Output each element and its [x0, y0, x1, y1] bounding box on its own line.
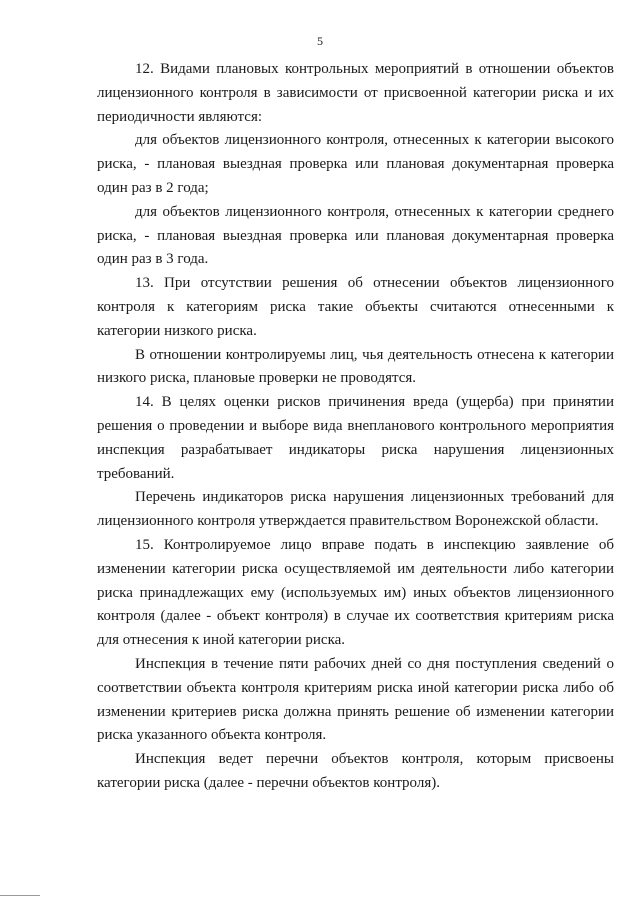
paragraph-low-risk: В отношении контролируемы лиц, чья деятельность отнесена к категории низкого риска, плановые проверки не проводятся.: [97, 346, 614, 387]
document-body: [97, 58, 614, 796]
paragraph-medium-risk: для объектов лицензионного контроля, отнесенных к категории среднего риска, - плановая выездная проверка или плановая документарная проверка один раз в 3 года.: [97, 203, 614, 268]
paragraph-12-intro: 12. Видами плановых контрольных мероприятий в отношении объектов лицензионного контроля в зависимости от присвоенной категории риска и их периодичности являются:: [97, 61, 614, 125]
page-number: 5: [317, 34, 323, 48]
footer-rule: [0, 895, 40, 896]
paragraph-14: 14. В целях оценки рисков причинения вреда (ущерба) при принятии решения о проведении и выборе вида внепланового контрольного мероприятия инспекция разрабатывает индикаторы риска нарушения лицензионных требований.: [97, 394, 614, 482]
paragraph-15: 15. Контролируемое лицо вправе подать в инспекцию заявление об изменении категории риска осуществляемой им деятельности либо категории риска принадлежащих ему (используемых им) иных объектов лицензионного контроля (далее - объект контроля) в случае их соответствия критериям риска для отнесения к иной категории риска.: [97, 536, 614, 649]
paragraph-13: 13. При отсутствии решения об отнесении объектов лицензионного контроля к категориям риска такие объекты считаются отнесенными к категории низкого риска.: [97, 275, 614, 339]
paragraph-indicators-list: Перечень индикаторов риска нарушения лицензионных требований для лицензионного контроля утверждается правительством Воронежской области.: [97, 489, 614, 530]
paragraph-inspection-decision: Инспекция в течение пяти рабочих дней со дня поступления сведений о соответствии объекта контроля критериям риска иной категории риска либо об изменении критериев риска должна принять решение об изменении категории риска указанного объекта контроля.: [97, 655, 614, 744]
paragraph-high-risk: для объектов лицензионного контроля, отнесенных к категории высокого риска, - плановая выездная проверка или плановая документарная проверка один раз в 2 года;: [97, 132, 614, 196]
paragraph-inspection-lists: Инспекция ведет перечни объектов контроля, которым присвоены категории риска (далее - перечни объектов контроля).: [97, 751, 614, 791]
